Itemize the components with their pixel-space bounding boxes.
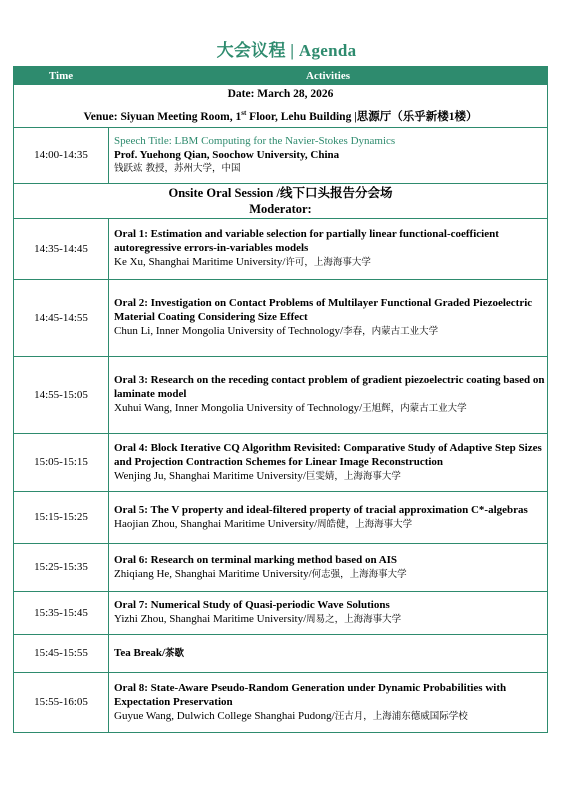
oral-row xyxy=(14,218,548,279)
oral-row xyxy=(14,356,548,433)
time-column-header: Time xyxy=(14,67,109,85)
oral-author: Xuhui Wang, Inner Mongolia University of Technology/王旭辉，内蒙古工业大学 xyxy=(114,402,467,415)
oral-title: Oral 6: Research on terminal marking method based on AIS xyxy=(114,553,398,566)
time-cell: 15:05-15:15 xyxy=(14,433,109,491)
time-cell: 14:35-14:45 xyxy=(14,218,109,279)
oral-title: Oral 3: Research on the receding contact problem of gradient piezoelectric coating based on laminate model xyxy=(114,374,545,401)
keynote-row xyxy=(14,127,548,183)
tea-break-label-cn: 茶歇 xyxy=(165,647,185,659)
date-label: Date: March 28, 2026 xyxy=(227,88,334,100)
oral-title: Oral 1: Estimation and variable selection for partially linear functional-coefficient autoregressive errors-in-variables models xyxy=(114,228,499,255)
oral-title: Oral 5: The V property and ideal-filtered property of tracial approximation C*-algebras xyxy=(114,503,528,516)
oral-row xyxy=(14,591,548,634)
oral-title: Oral 4: Block Iterative CQ Algorithm Revisited: Comparative Study of Adaptive Step Sizes and Projection Contraction Schemes for Linear Image Reconstruction xyxy=(114,441,542,468)
oral-author: Guyue Wang, Dulwich College Shanghai Pudong/汪古月，上海浦东德威国际学校 xyxy=(114,709,468,722)
date-venue-row xyxy=(14,85,548,128)
oral-author: Wenjing Ju, Shanghai Maritime University/巨雯婧，上海海事大学 xyxy=(114,469,401,482)
page-title: 大会议程 | Agenda xyxy=(216,41,357,60)
time-cell: 15:25-15:35 xyxy=(14,543,109,591)
oral-author: Haojian Zhou, Shanghai Maritime University/周皓健，上海海事大学 xyxy=(114,517,413,530)
tea-break-row xyxy=(14,634,548,672)
moderator-label: Moderator: xyxy=(249,201,312,216)
oral-row xyxy=(14,543,548,591)
oral-row xyxy=(14,491,548,543)
venue-label: Venue: Siyuan Meeting Room, 1st Floor, Lehu Building |思源厅（乐乎新楼1楼） xyxy=(83,109,478,123)
session-row xyxy=(14,183,548,218)
oral-row xyxy=(14,279,548,356)
tea-break-label: Tea Break/ xyxy=(114,646,166,659)
table-header-row xyxy=(14,67,548,85)
agenda-table xyxy=(13,66,548,733)
oral-row xyxy=(14,433,548,491)
speaker-name-cn: 钱跃竑 教授，苏州大学，中国 xyxy=(114,163,241,175)
activities-column-header: Activities xyxy=(109,67,548,85)
oral-title: Oral 8: State-Aware Pseudo-Random Generation under Dynamic Probabilities with Expectation Preservation xyxy=(114,681,507,708)
oral-row xyxy=(14,672,548,732)
time-cell: 14:55-15:05 xyxy=(14,356,109,433)
speaker-name: Prof. Yuehong Qian, Soochow University, China xyxy=(114,149,340,162)
oral-title: Oral 2: Investigation on Contact Problems of Multilayer Functional Graded Piezoelectric Material Coating Considering Size Effect xyxy=(114,297,533,324)
time-cell: 15:45-15:55 xyxy=(14,634,109,672)
oral-title: Oral 7: Numerical Study of Quasi-periodic Wave Solutions xyxy=(114,599,390,612)
oral-author: Ke Xu, Shanghai Maritime University/许可，上海海事大学 xyxy=(114,256,371,269)
time-cell: 15:35-15:45 xyxy=(14,591,109,634)
speech-title: Speech Title: LBM Computing for the Navier-Stokes Dynamics xyxy=(114,135,396,148)
oral-author: Chun Li, Inner Mongolia University of Technology/李春，内蒙古工业大学 xyxy=(114,325,439,338)
time-cell: 14:45-14:55 xyxy=(14,279,109,356)
orals-list xyxy=(14,218,548,634)
oral-author: Yizhi Zhou, Shanghai Maritime University/周易之，上海海事大学 xyxy=(114,613,402,626)
oral-author: Zhiqiang He, Shanghai Maritime University/何志强，上海海事大学 xyxy=(114,567,407,580)
session-title: Onsite Oral Session /线下口头报告分会场 xyxy=(168,185,393,200)
time-cell: 15:55-16:05 xyxy=(14,672,109,732)
time-cell: 15:15-15:25 xyxy=(14,491,109,543)
time-cell: 14:00-14:35 xyxy=(14,127,109,183)
